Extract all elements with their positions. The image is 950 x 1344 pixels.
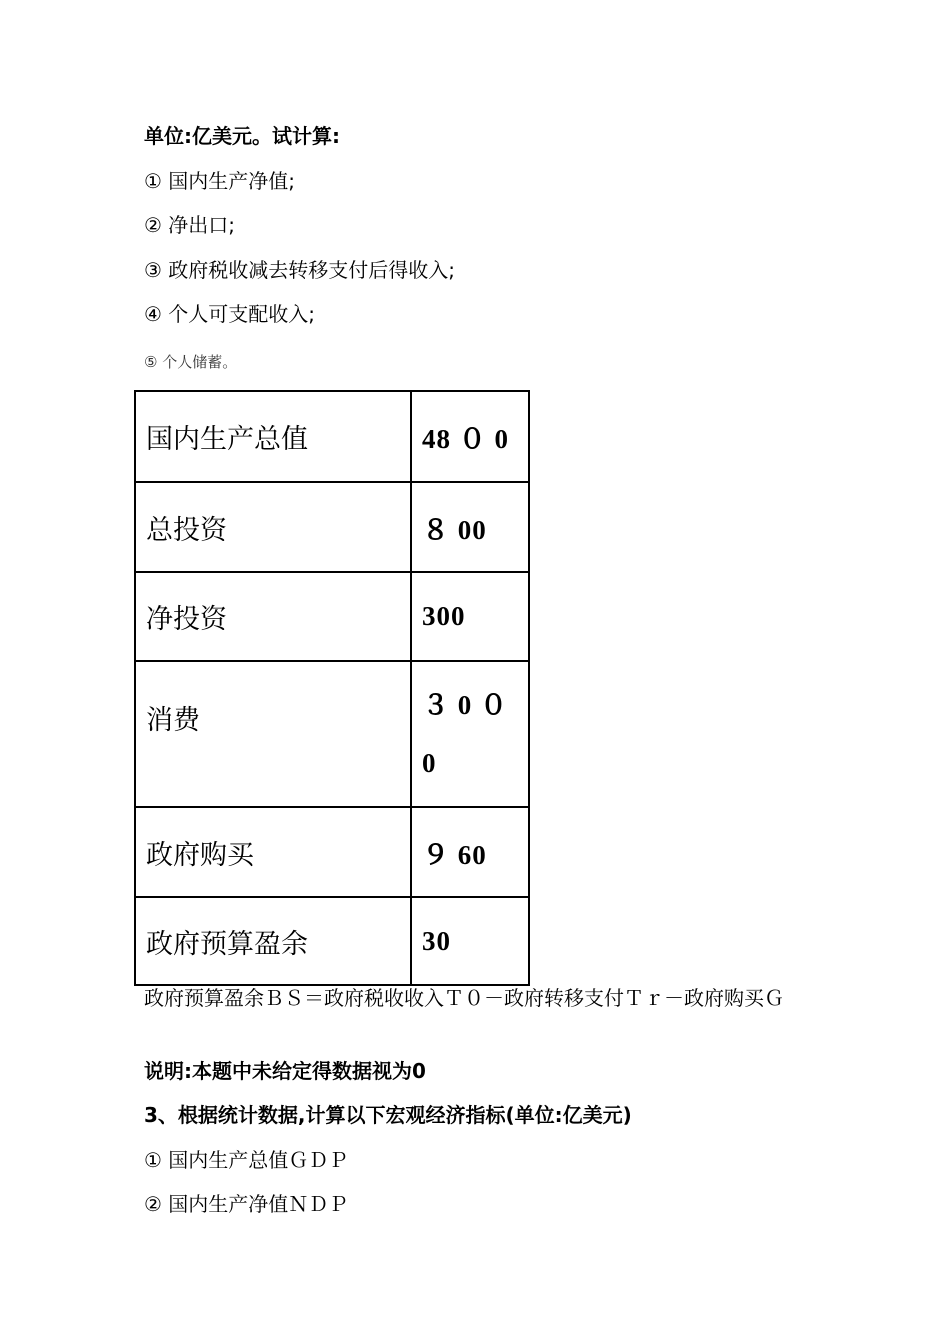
- row-value: 300: [411, 572, 529, 661]
- question3-item-2: ② 国内生产净值ＮＤＰ: [144, 1192, 349, 1216]
- explanation-note: 说明:本题中未给定得数据视为0: [144, 1059, 426, 1083]
- question-1: ① 国内生产净值;: [144, 169, 296, 193]
- row-value: ９ 60: [411, 807, 529, 897]
- row-value: 48 ０ 0: [411, 391, 529, 482]
- table-row: [135, 661, 529, 807]
- row-label: 政府预算盈余: [135, 897, 411, 985]
- table-row: [135, 897, 529, 985]
- question3-item-1: ① 国内生产总值ＧＤＰ: [144, 1148, 349, 1172]
- row-label: 政府购买: [135, 807, 411, 897]
- data-table: [134, 390, 530, 986]
- unit-line: 单位:亿美元。试计算:: [144, 124, 340, 148]
- row-value: ８ 00: [411, 482, 529, 572]
- question-4: ④ 个人可支配收入;: [144, 302, 316, 326]
- table-row: [135, 807, 529, 897]
- row-label: 净投资: [135, 572, 411, 661]
- row-value-line: 0: [422, 748, 437, 778]
- table-row: [135, 572, 529, 661]
- formula-note: 政府预算盈余ＢＳ＝政府税收收入Ｔ０－政府转移支付Ｔｒ－政府购买Ｇ: [144, 986, 784, 1010]
- question-5: ⑤ 个人储蓄。: [144, 353, 238, 371]
- row-label: 国内生产总值: [135, 391, 411, 482]
- question3-title: 3、根据统计数据,计算以下宏观经济指标(单位:亿美元): [144, 1103, 632, 1127]
- row-value-line: ３ 0 ０: [422, 690, 508, 720]
- question-2: ② 净出口;: [144, 213, 236, 237]
- row-label: 消费: [135, 661, 411, 807]
- question-3: ③ 政府税收减去转移支付后得收入;: [144, 258, 456, 282]
- row-value: 30: [411, 897, 529, 985]
- table-row: [135, 391, 529, 482]
- row-label: 总投资: [135, 482, 411, 572]
- row-value: [411, 661, 529, 807]
- table-row: [135, 482, 529, 572]
